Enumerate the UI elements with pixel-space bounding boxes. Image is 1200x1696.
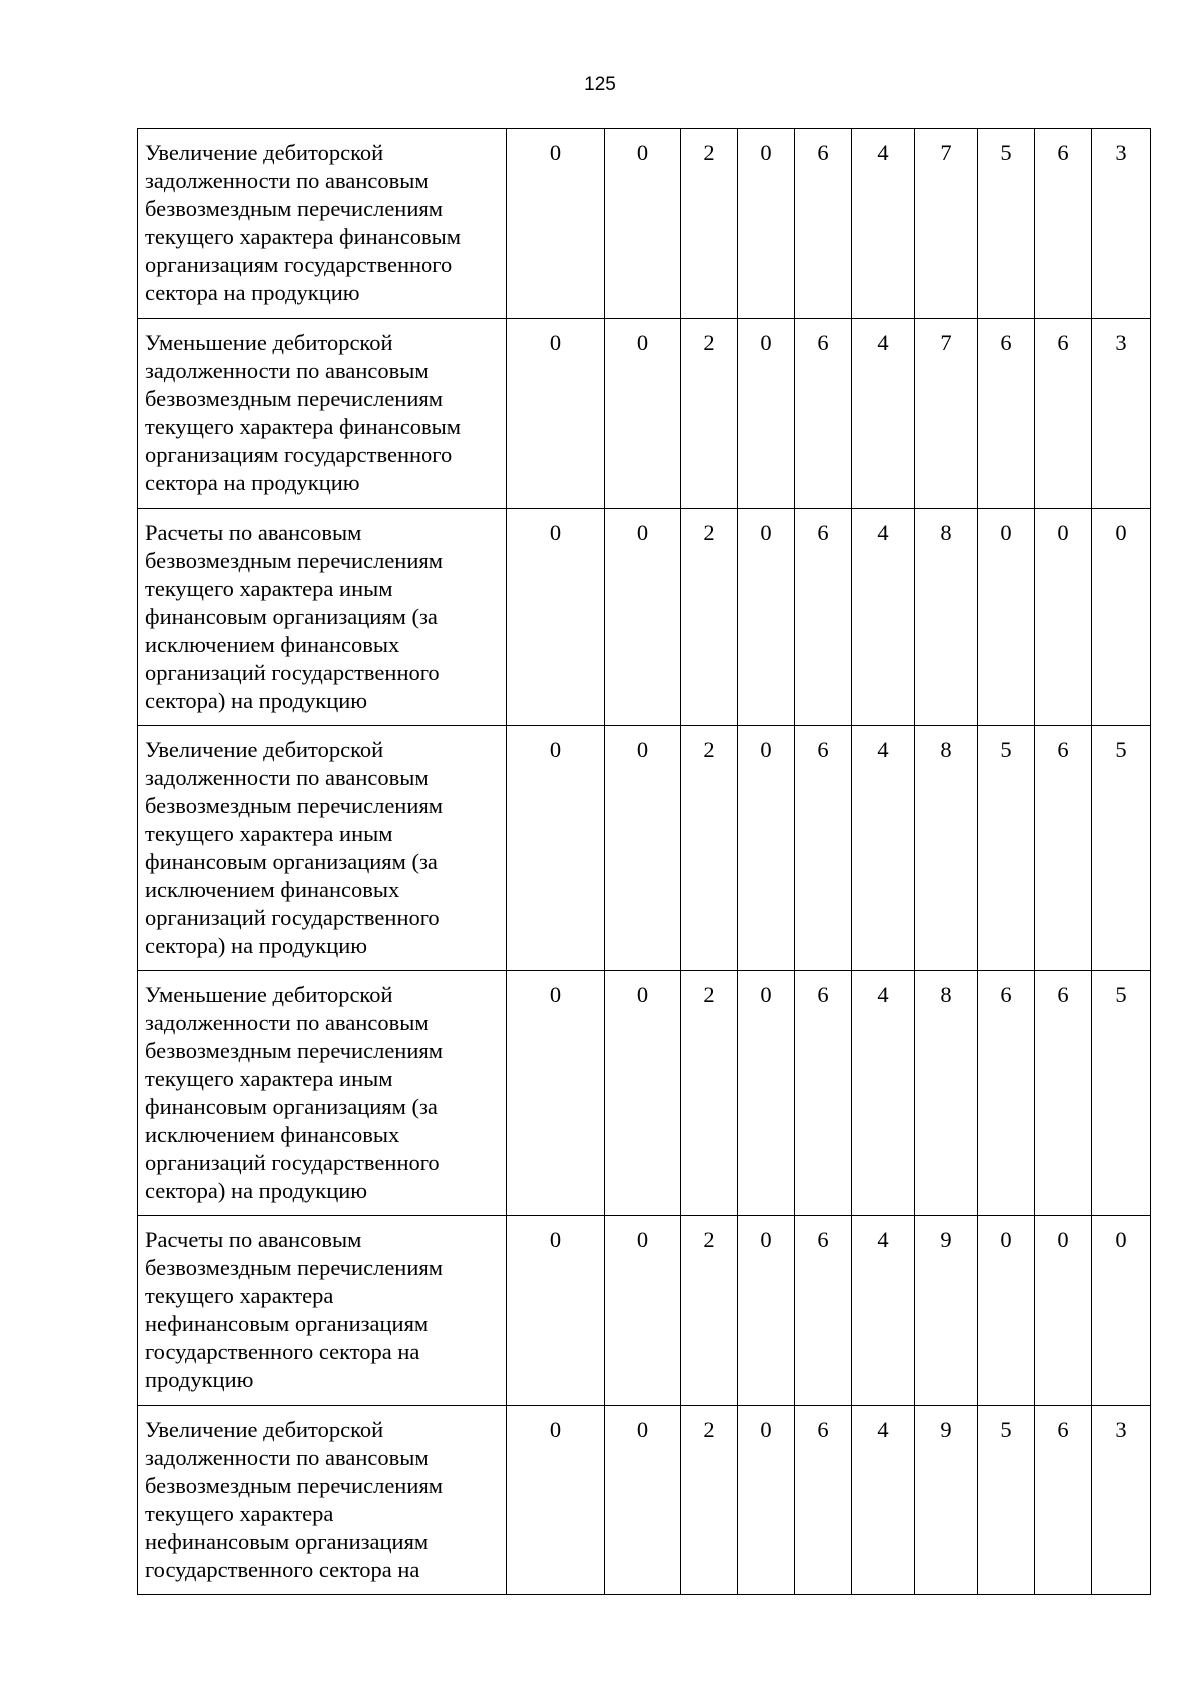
code-digit: 7 xyxy=(915,319,978,509)
code-digit: 0 xyxy=(507,1216,605,1406)
row-description: Расчеты по авансовым безвозмездным перечислениям текущего характера иным финансовым организациям (за исключением финансовых организаций государственного сектора) на продукцию xyxy=(138,509,507,726)
code-digit: 0 xyxy=(1092,1216,1151,1406)
code-digit: 0 xyxy=(507,319,605,509)
code-digit: 2 xyxy=(681,726,738,971)
code-digit: 0 xyxy=(507,1406,605,1595)
code-digit: 0 xyxy=(1035,1216,1092,1406)
code-digit: 0 xyxy=(605,726,681,971)
code-digit: 0 xyxy=(507,726,605,971)
code-digit: 0 xyxy=(1092,509,1151,726)
code-digit: 6 xyxy=(795,319,852,509)
code-digit: 0 xyxy=(605,971,681,1216)
code-digit: 6 xyxy=(795,509,852,726)
table-row xyxy=(138,726,1151,971)
code-digit: 0 xyxy=(738,726,795,971)
row-description: Увеличение дебиторской задолженности по авансовым безвозмездным перечислениям текущего характера нефинансовым организациям государственного сектора на xyxy=(138,1406,507,1595)
code-digit: 6 xyxy=(795,129,852,319)
code-digit: 6 xyxy=(978,319,1035,509)
code-digit: 4 xyxy=(852,1406,915,1595)
code-digit: 3 xyxy=(1092,1406,1151,1595)
code-digit: 5 xyxy=(978,129,1035,319)
code-digit: 5 xyxy=(1092,726,1151,971)
code-digit: 0 xyxy=(507,509,605,726)
code-digit: 0 xyxy=(605,1406,681,1595)
code-digit: 8 xyxy=(915,971,978,1216)
code-digit: 5 xyxy=(978,1406,1035,1595)
code-digit: 6 xyxy=(1035,319,1092,509)
row-description: Увеличение дебиторской задолженности по авансовым безвозмездным перечислениям текущего характера финансовым организациям государственного сектора на продукцию xyxy=(138,129,507,319)
code-digit: 4 xyxy=(852,1216,915,1406)
code-digit: 2 xyxy=(681,319,738,509)
code-digit: 0 xyxy=(605,1216,681,1406)
code-digit: 6 xyxy=(795,971,852,1216)
code-digit: 5 xyxy=(978,726,1035,971)
code-digit: 6 xyxy=(1035,971,1092,1216)
table-row xyxy=(138,319,1151,509)
table-row xyxy=(138,509,1151,726)
code-digit: 4 xyxy=(852,509,915,726)
code-digit: 4 xyxy=(852,726,915,971)
row-description: Увеличение дебиторской задолженности по авансовым безвозмездным перечислениям текущего характера иным финансовым организациям (за исключением финансовых организаций государственного сектора) на продукцию xyxy=(138,726,507,971)
code-digit: 0 xyxy=(507,971,605,1216)
code-digit: 6 xyxy=(795,1406,852,1595)
code-digit: 0 xyxy=(978,1216,1035,1406)
row-description: Уменьшение дебиторской задолженности по авансовым безвозмездным перечислениям текущего характера иным финансовым организациям (за исключением финансовых организаций государственного сектора) на продукцию xyxy=(138,971,507,1216)
code-digit: 2 xyxy=(681,509,738,726)
code-digit: 6 xyxy=(1035,129,1092,319)
code-digit: 2 xyxy=(681,129,738,319)
code-digit: 4 xyxy=(852,971,915,1216)
code-digit: 5 xyxy=(1092,971,1151,1216)
page-number: 125 xyxy=(584,74,616,95)
table-row xyxy=(138,1406,1151,1595)
table-row xyxy=(138,1216,1151,1406)
code-digit: 6 xyxy=(795,1216,852,1406)
table-row xyxy=(138,129,1151,319)
code-digit: 0 xyxy=(738,1406,795,1595)
code-digit: 6 xyxy=(978,971,1035,1216)
code-digit: 4 xyxy=(852,319,915,509)
code-digit: 0 xyxy=(1035,509,1092,726)
code-digit: 6 xyxy=(1035,1406,1092,1595)
budget-classification-table xyxy=(137,128,1151,1595)
code-digit: 0 xyxy=(605,319,681,509)
row-description: Уменьшение дебиторской задолженности по авансовым безвозмездным перечислениям текущего характера финансовым организациям государственного сектора на продукцию xyxy=(138,319,507,509)
code-digit: 8 xyxy=(915,726,978,971)
code-digit: 0 xyxy=(978,509,1035,726)
code-digit: 7 xyxy=(915,129,978,319)
code-digit: 4 xyxy=(852,129,915,319)
code-digit: 2 xyxy=(681,1216,738,1406)
code-digit: 0 xyxy=(738,509,795,726)
code-digit: 6 xyxy=(1035,726,1092,971)
code-digit: 0 xyxy=(507,129,605,319)
code-digit: 2 xyxy=(681,1406,738,1595)
code-digit: 2 xyxy=(681,971,738,1216)
code-digit: 6 xyxy=(795,726,852,971)
code-digit: 9 xyxy=(915,1216,978,1406)
code-digit: 0 xyxy=(605,509,681,726)
code-digit: 0 xyxy=(738,129,795,319)
code-digit: 3 xyxy=(1092,129,1151,319)
code-digit: 0 xyxy=(738,971,795,1216)
row-description: Расчеты по авансовым безвозмездным перечислениям текущего характера нефинансовым организациям государственного сектора на продукцию xyxy=(138,1216,507,1406)
code-digit: 9 xyxy=(915,1406,978,1595)
code-digit: 3 xyxy=(1092,319,1151,509)
code-digit: 0 xyxy=(738,1216,795,1406)
code-digit: 0 xyxy=(738,319,795,509)
code-digit: 0 xyxy=(605,129,681,319)
code-digit: 8 xyxy=(915,509,978,726)
table-body xyxy=(138,129,1151,1595)
table-row xyxy=(138,971,1151,1216)
